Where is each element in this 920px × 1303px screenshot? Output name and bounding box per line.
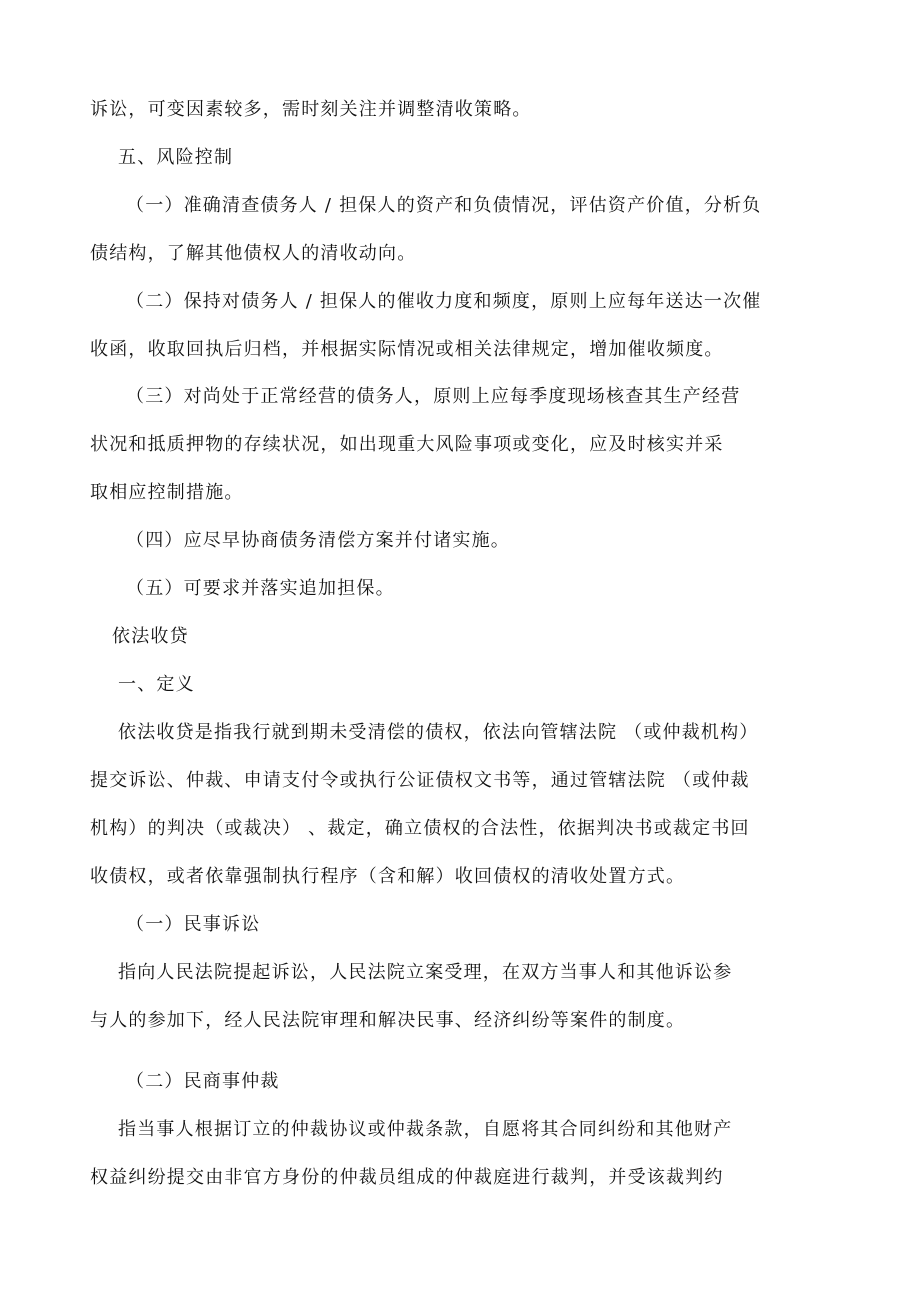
text-line: 债结构，了解其他债权人的清收动向。 — [90, 243, 417, 264]
section-heading: 五、风险控制 — [118, 147, 234, 168]
section-heading: 依法收贷 — [112, 626, 189, 647]
text-line: （二）保持对债务人 / 担保人的催收力度和频度，原则上应每年送达一次催 — [126, 291, 762, 312]
text-line: 与人的参加下，经人民法院审理和解决民事、经济纠纷等案件的制度。 — [90, 1010, 686, 1031]
text-line: 诉讼，可变因素较多，需时刻关注并调整清收策略。 — [90, 99, 532, 120]
text-line: （五）可要求并落实追加担保。 — [126, 578, 395, 599]
section-heading: 一、定义 — [118, 674, 195, 695]
text-line: （一）准确清查债务人 / 担保人的资产和负债情况，评估资产价值，分析负 — [126, 195, 762, 216]
text-line: 收函，收取回执后归档，并根据实际情况或相关法律规定，增加催收频度。 — [90, 339, 724, 360]
text-line: 机构）的判决（或裁决） 、裁定，确立债权的合法性，依据判决书或裁定书回 — [90, 818, 750, 839]
text-line: （三）对尚处于正常经营的债务人，原则上应每季度现场核查其生产经营 — [126, 386, 741, 407]
text-line: 权益纠纷提交由非官方身份的仲裁员组成的仲裁庭进行裁判，并受该裁判约 — [90, 1167, 724, 1188]
text-line: 收债权，或者依靠强制执行程序（含和解）收回债权的清收处置方式。 — [90, 866, 686, 887]
text-line: 状况和抵质押物的存续状况，如出现重大风险事项或变化，应及时核实并采 — [90, 434, 724, 455]
subsection-heading: （一）民事诉讼 — [126, 914, 261, 935]
text-line: 提交诉讼、仲裁、申请支付令或执行公证债权文书等，通过管辖法院 （或仲裁 — [90, 770, 750, 791]
text-line: 指向人民法院提起诉讼，人民法院立案受理，在双方当事人和其他诉讼参 — [118, 962, 733, 983]
text-line: （四）应尽早协商债务清偿方案并付诸实施。 — [126, 530, 510, 551]
text-line: 指当事人根据订立的仲裁协议或仲裁条款，自愿将其合同纠纷和其他财产 — [118, 1119, 733, 1140]
text-line: 依法收贷是指我行就到期未受清偿的债权，依法向管辖法院 （或仲裁机构） — [118, 722, 759, 743]
text-line: 取相应控制措施。 — [90, 482, 244, 503]
subsection-heading: （二）民商事仲裁 — [126, 1071, 280, 1092]
